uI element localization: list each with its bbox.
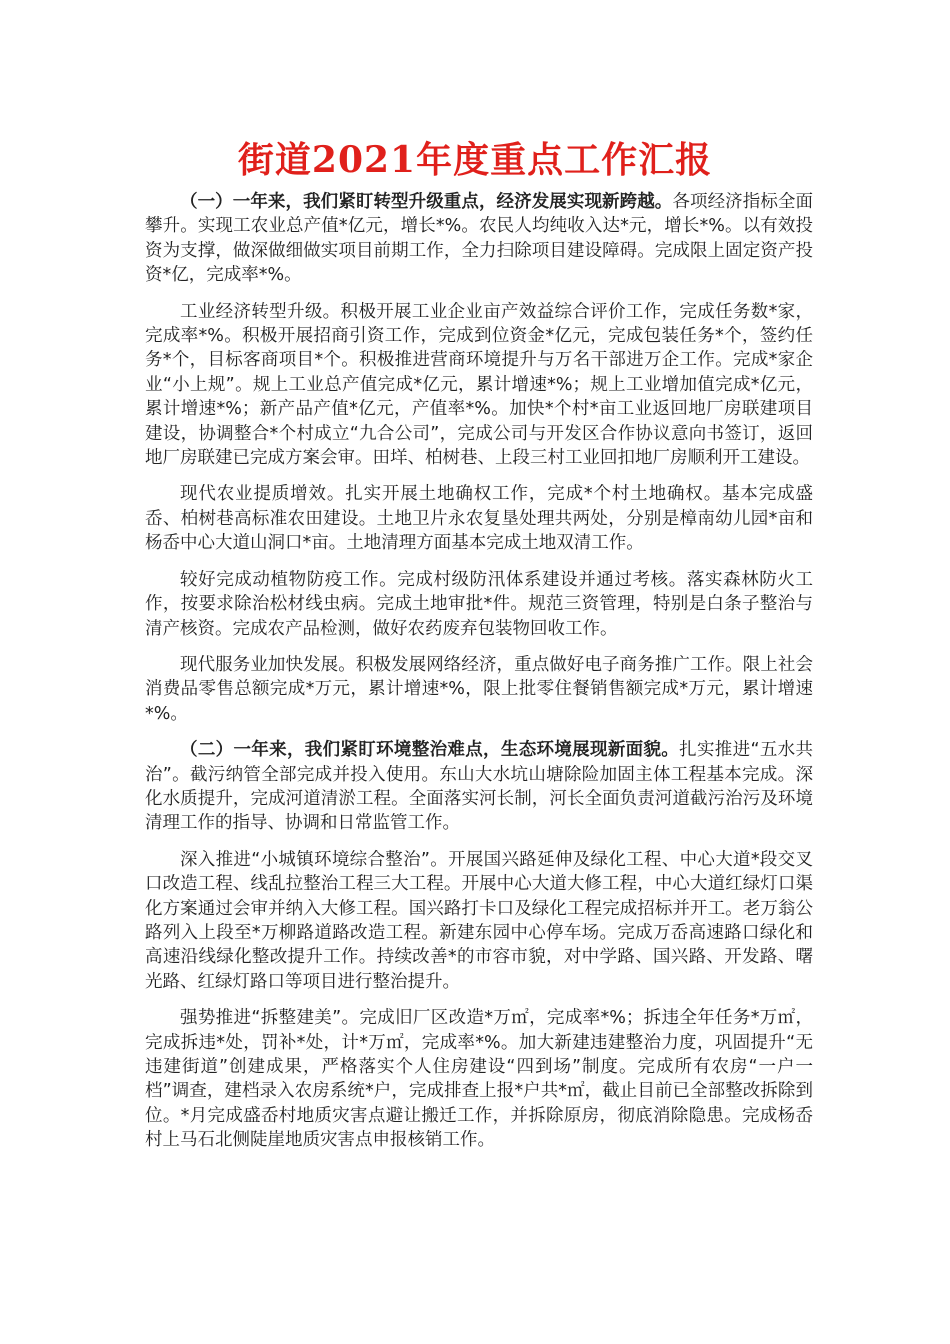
paragraph-text: 扎实推进“五水共治”。截污纳管全部完成并投入使用。东山大水坑山塘除险加固主体工程基本完成。深化水质提升，完成河道清淤工程。全面落实河长制，河长全面负责河道截污治污及环境清理工作的指导、协调和日常监管工作。 (145, 740, 813, 834)
paragraph-6 (145, 738, 813, 836)
paragraph-text: 现代农业提质增效。扎实开展土地确权工作，完成*个村土地确权。基本完成盛岙、柏树巷高标准农田建设。土地卫片永农复垦处理共两处，分别是樟南幼儿园*亩和杨岙中心大道山洞口*亩。土地清理方面基本完成土地双清工作。 (145, 484, 813, 554)
paragraph-lead: （二）一年来，我们紧盯环境整治难点，生态环境展现新面貌。 (180, 740, 680, 761)
paragraph-text: 各项经济指标全面攀升。实现工农业总产值*亿元，增长*%。农民人均纯收入达*元，增长*%。以有效投资为支撑，做深做细做实项目前期工作，全力扫除项目建设障碍。完成限上固定资产投资*亿，完成率*%。 (145, 192, 814, 286)
paragraph-text: 现代服务业加快发展。积极发展网络经济，重点做好电子商务推广工作。限上社会消费品零售总额完成*万元，累计增速*%，限上批零住餐销售额完成*万元，累计增速*%。 (145, 654, 813, 724)
paragraph-3 (145, 482, 813, 555)
paragraph-7 (145, 848, 813, 994)
paragraph-text: 深入推进“小城镇环境综合整治”。开展国兴路延伸及绿化工程、中心大道*段交叉口改造工程、线乱拉整治工程三大工程。开展中心大道大修工程，中心大道红绿灯口渠化方案通过会审并纳入大修工程。国兴路打卡口及绿化工程完成招标并开工。老万翁公路列入上段至*万柳路道路改造工程。新建东园中心停车场。完成万岙高速路口绿化和高速沿线绿化整改提升工作。持续改善*的市容市貌，对中学路、国兴路、开发路、曙光路、红绿灯路口等项目进行整治提升。 (145, 849, 813, 992)
paragraph-2 (145, 300, 813, 471)
paragraph-text: 强势推进“拆整建美”。完成旧厂区改造*万㎡，完成率*%；拆违全年任务*万㎡，完成拆违*处，罚补*处，计*万㎡，完成率*%。加大新建违建整治力度，巩固提升“无违建街道”创建成果，严格落实个人住房建设“四到场”制度。完成所有农房“一户一档”调查，建档录入农房系统*户，完成排查上报*户共*㎡，截止目前已全部整改拆除到位。*月完成盛岙村地质灾害点避让搬迁工作，并拆除原房，彻底消除隐患。完成杨岙村上马石北侧陡崖地质灾害点申报核销工作。 (145, 1008, 813, 1151)
paragraph-text: 工业经济转型升级。积极开展工业企业亩产效益综合评价工作，完成任务数*家，完成率*%。积极开展招商引资工作，完成到位资金*亿元，完成包装任务*个，签约任务*个，目标客商项目*个。积极推进营商环境提升与万名干部进万企工作。完成*家企业“小上规”。规上工业总产值完成*亿元，累计增速*%；规上工业增加值完成*亿元，累计增速*%；新产品产值*亿元，产值率*%。加快*个村*亩工业返回地厂房联建项目建设，协调整合*个村成立“九合公司”，完成公司与开发区合作协议意向书签订，返回地厂房联建已完成方案会审。田垟、柏树巷、上段三村工业回扣地厂房顺利开工建设。 (145, 301, 813, 469)
document-title: 街道2021年度重点工作汇报 (237, 139, 713, 181)
paragraph-1 (145, 190, 813, 288)
document-body (145, 190, 813, 1165)
paragraph-lead: （一）一年来，我们紧盯转型升级重点，经济发展实现新跨越。 (180, 192, 673, 212)
paragraph-5 (145, 653, 813, 726)
paragraph-8 (145, 1006, 813, 1152)
paragraph-4 (145, 568, 813, 641)
paragraph-text: 较好完成动植物防疫工作。完成村级防汛体系建设并通过考核。落实森林防火工作，按要求除治松材线虫病。完成土地审批*件。规范三资管理，特别是白条子整治与清产核资。完成农产品检测，做好农药废弃包装物回收工作。 (145, 569, 813, 639)
